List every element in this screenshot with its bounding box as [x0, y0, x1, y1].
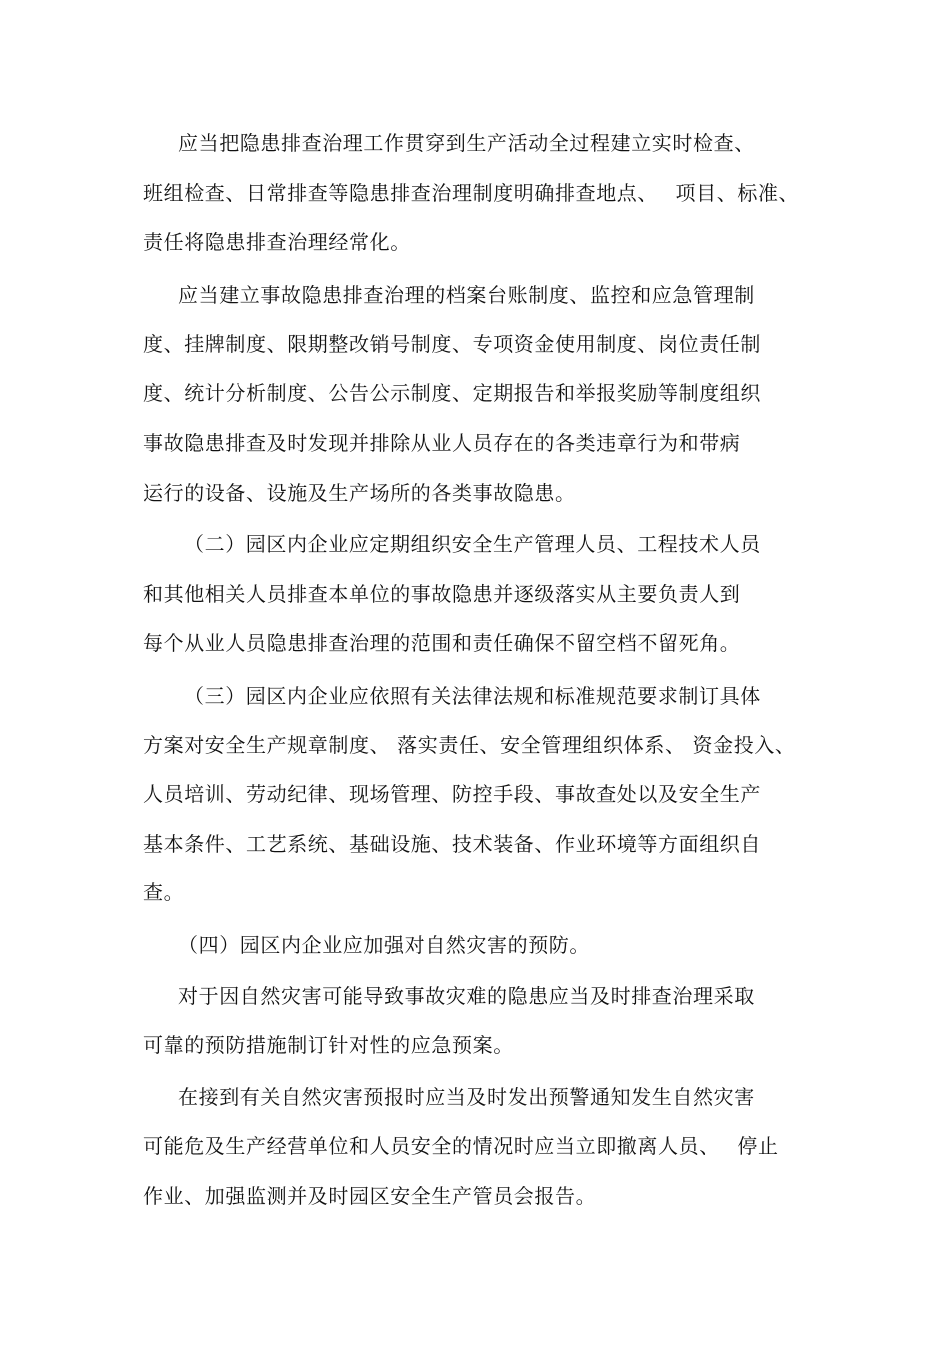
text-line: 和其他相关人员排查本单位的事故隐患并逐级落实从主要负责人到: [143, 582, 741, 606]
text-line: 可靠的预防措施制订针对性的应急预案。: [143, 1033, 514, 1057]
text-line: 在接到有关自然灾害预报时应当及时发出预警通知发生自然灾害: [178, 1085, 755, 1109]
text-line: 基本条件、工艺系统、基础设施、技术装备、作业环境等方面组织自: [143, 832, 761, 856]
text-line: 度、统计分析制度、公告公示制度、定期报告和举报奖励等制度组织: [143, 381, 761, 405]
text-line: 班组检查、日常排查等隐患排查治理制度明确排查地点、 项目、标准、: [143, 181, 800, 205]
text-line: 运行的设备、设施及生产场所的各类事故隐患。: [143, 481, 576, 505]
text-line: 对于因自然灾害可能导致事故灾难的隐患应当及时排查治理采取: [178, 984, 755, 1008]
text-line: 作业、加强监测并及时园区安全生产管员会报告。: [143, 1184, 597, 1208]
text-line: 可能危及生产经营单位和人员安全的情况时应当立即撤离人员、 停止: [143, 1134, 779, 1158]
text-line: 应当建立事故隐患排查治理的档案台账制度、监控和应急管理制: [178, 283, 755, 307]
text-line: 方案对安全生产规章制度、 落实责任、安全管理组织体系、 资金投入、: [143, 733, 796, 757]
text-line: 人员培训、劳动纪律、现场管理、防控手段、事故查处以及安全生产: [143, 782, 761, 806]
text-line: （四）园区内企业应加强对自然灾害的预防。: [178, 933, 590, 957]
text-line: 应当把隐患排查治理工作贯穿到生产活动全过程建立实时检查、: [178, 131, 755, 155]
text-line: 每个从业人员隐患排查治理的范围和责任确保不留空档不留死角。: [143, 631, 741, 655]
text-line: （二）园区内企业应定期组织安全生产管理人员、工程技术人员: [184, 532, 761, 556]
text-line: 查。: [143, 880, 185, 904]
text-line: 度、挂牌制度、限期整改销号制度、专项资金使用制度、岗位责任制: [143, 332, 761, 356]
text-line: 事故隐患排查及时发现并排除从业人员存在的各类违章行为和带病: [143, 431, 741, 455]
text-line: 责任将隐患排查治理经常化。: [143, 230, 411, 254]
text-line: （三）园区内企业应依照有关法律法规和标准规范要求制订具体: [184, 684, 761, 708]
